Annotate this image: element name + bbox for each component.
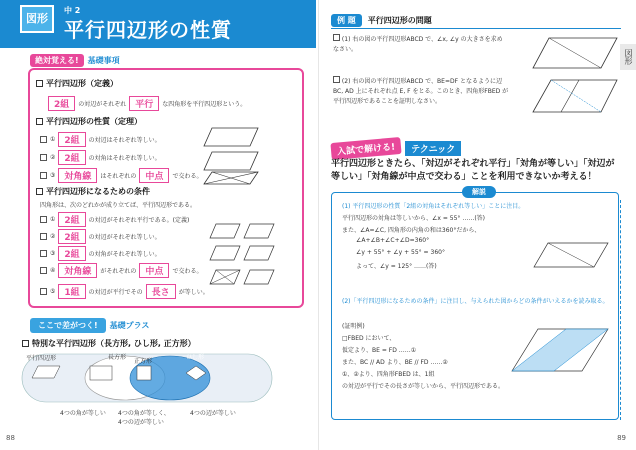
- property-box: 2組: [58, 150, 85, 165]
- condition-text: の対角がそれぞれ等しい。: [88, 251, 161, 258]
- caption-rectangle: 4つの角が等しい: [60, 410, 106, 417]
- page-title: 平行四辺形の性質: [64, 18, 232, 42]
- explanation-line: の対辺が平行でその長さが等しいから、平行四辺形である。: [342, 383, 505, 390]
- explanation-2-figure: [508, 325, 612, 377]
- page-number-right: 89: [617, 434, 626, 442]
- conditions-heading: 平行四辺形になるための条件: [36, 186, 150, 197]
- definition-text1: の対辺がそれぞれ: [78, 101, 127, 108]
- property-text: の対辺はそれぞれ等しい。: [88, 137, 161, 144]
- venn-label-rhombus: ひし形: [186, 354, 205, 361]
- property-box: 2組: [58, 132, 85, 147]
- condition-box: 対角線: [58, 263, 97, 278]
- section-tab-right[interactable]: 図形: [620, 44, 636, 70]
- example-title: 平行四辺形の問題: [367, 16, 432, 25]
- checkbox-icon[interactable]: [40, 172, 47, 179]
- basics-box: [28, 68, 304, 308]
- explanation-line: また、∠A=∠C, 四角形の内角の和は360°だから、: [342, 227, 481, 234]
- problem-2-text: 右の図の平行四辺形ABCD で、BE=DF となるように辺 BC, AD 上にそれぞれ点 E, F をとる。このとき、四角形FBED が平行四辺形であることを証明しなさい。: [333, 78, 509, 105]
- explanation-line: ①、②より、四角形FBED は、1組: [342, 371, 435, 378]
- caption-square: 4つの角が等しく、: [118, 410, 170, 417]
- problem-2-figure: [531, 76, 621, 118]
- chapter-label: 中 2: [64, 6, 81, 15]
- technique-badge: 入試で解ける!: [330, 137, 401, 160]
- left-page: [0, 0, 316, 450]
- checkbox-icon[interactable]: [40, 136, 47, 143]
- venn-label-parallelogram: 平行四辺形: [26, 355, 57, 362]
- property-row-3: ③ 対角線 はそれぞれの 中点 で交わる。: [40, 168, 202, 183]
- checkbox-icon[interactable]: [36, 80, 43, 87]
- explanation-1-figure: [532, 239, 612, 273]
- definition-text2: な四角形を平行四辺形という。: [162, 101, 247, 108]
- definition-box2: 平行: [129, 96, 159, 111]
- property-text: はそれぞれの: [100, 173, 137, 180]
- problem-2: (2) 右の図の平行四辺形ABCD で、BE=DF となるように辺 BC, AD 上にそれぞれ点 E, F をとる。このとき、四角形FBED が平行四辺形であることを証明しなさい。: [333, 78, 509, 105]
- explanation-line: ∠A+∠B+∠C+∠D=360°: [356, 237, 430, 244]
- property-box2: 中点: [139, 168, 169, 183]
- condition-box2: 中点: [139, 263, 169, 278]
- venn-label-rectangle: 長方形: [108, 354, 127, 361]
- checkbox-icon[interactable]: [333, 76, 340, 83]
- property-text: の対角はそれぞれ等しい。: [88, 155, 161, 162]
- example-badge: 例 題: [331, 14, 362, 27]
- conditions-intro: 四角形は、次のどれかが成り立てば、平行四辺形である。: [40, 202, 197, 209]
- explanation-line: よって、∠y = 125° ……(答): [356, 263, 437, 270]
- example-header: [331, 14, 432, 27]
- plus-label: 基礎プラス: [109, 321, 150, 330]
- condition-text: の対辺がそれぞれ等しい。: [88, 234, 161, 241]
- property-box: 対角線: [58, 168, 97, 183]
- condition-box: 2組: [58, 246, 85, 261]
- definition-row: [48, 96, 246, 111]
- special-heading: 特別な平行四辺形（長方形, ひし形, 正方形）: [22, 338, 196, 349]
- condition-row-4: ④ 対角線 がそれぞれの 中点 で交わる。: [40, 263, 202, 278]
- checkbox-icon[interactable]: [36, 188, 43, 195]
- condition-box: 2組: [58, 212, 85, 227]
- venn-label-square: 正方形: [134, 358, 153, 365]
- explanation-line: また、BC // AD より、BE // FD ……②: [342, 359, 448, 366]
- explanation-line: (2)「平行四辺形になるための条件」に注目し、与えられた図からどの条件がいえるかを読み取る。: [342, 298, 609, 305]
- technique-header: [331, 140, 461, 157]
- checkbox-icon[interactable]: [40, 154, 47, 161]
- condition-text2: で交わる。: [172, 268, 203, 275]
- technique-title: テクニック: [405, 141, 461, 156]
- explanation-box: [331, 188, 619, 420]
- condition-row-5: ⑤ 1組 の対辺が平行でその 長さ が等しい。: [40, 284, 209, 299]
- condition-diagrams: [206, 220, 276, 290]
- checkbox-icon[interactable]: [40, 288, 47, 295]
- problem-1-figure: [531, 34, 621, 74]
- condition-row-2: ② 2組 の対辺がそれぞれ等しい。: [40, 229, 161, 244]
- technique-text: 平行四辺形ときたら、「対辺がそれぞれ平行」「対角が等しい」「対辺が等しい」「対角線が中点で交わる」ことを利用できないか考える！: [331, 159, 615, 182]
- chapter-header-bar: [0, 0, 316, 48]
- definition-heading: 平行四辺形（定義）: [36, 78, 118, 89]
- explanation-line: ∠y + 55° + ∠y + 55° = 360°: [356, 249, 445, 256]
- condition-text2: が等しい。: [178, 289, 209, 296]
- basics-header: [30, 54, 120, 67]
- condition-row-3: ③ 2組 の対角がそれぞれ等しい。: [40, 246, 161, 261]
- property-text2: で交わる。: [172, 173, 203, 180]
- condition-row-1: ① 2組 の対辺がそれぞれ平行である。(定義): [40, 212, 189, 227]
- checkbox-icon[interactable]: [333, 34, 340, 41]
- checkbox-icon[interactable]: [40, 267, 47, 274]
- example-rule: [331, 28, 621, 29]
- condition-text: の対辺がそれぞれ平行である。(定義): [88, 217, 190, 224]
- checkbox-icon[interactable]: [40, 216, 47, 223]
- properties-heading: 平行四辺形の性質（定理）: [36, 116, 142, 127]
- condition-text: の対辺が平行でその: [88, 289, 143, 296]
- right-page: [318, 0, 636, 450]
- explanation-line: (1) 平行四辺形の性質「2組の対角はそれぞれ等しい」ことに注目。: [342, 203, 525, 210]
- problem-1-text: 右の図の平行四辺形ABCD で、∠x, ∠y の大きさを求めなさい。: [333, 36, 503, 53]
- property-row-1: ① 2組 の対辺はそれぞれ等しい。: [40, 132, 161, 147]
- explanation-line: 平行四辺形の対角は等しいから、∠x = 55° ……(答): [342, 215, 485, 222]
- parallelogram-diagrams: [202, 124, 272, 186]
- definition-box1: 2組: [48, 96, 75, 111]
- caption-square-2: 4つの辺が等しい: [118, 419, 164, 426]
- condition-box: 2組: [58, 229, 85, 244]
- basics-label: 基礎事項: [87, 56, 120, 65]
- side-tip-strip: [620, 200, 634, 420]
- checkbox-icon[interactable]: [36, 118, 43, 125]
- caption-rhombus: 4つの辺が等しい: [190, 410, 236, 417]
- checkbox-icon[interactable]: [40, 233, 47, 240]
- page-number-left: 88: [6, 434, 15, 442]
- section-tab[interactable]: 図形: [20, 5, 54, 33]
- problem-1: (1) 右の図の平行四辺形ABCD で、∠x, ∠y の大きさを求めなさい。: [333, 36, 503, 53]
- plus-header: [30, 318, 149, 333]
- property-row-2: ② 2組 の対角はそれぞれ等しい。: [40, 150, 161, 165]
- plus-badge: ここで差がつく!: [30, 318, 106, 333]
- explanation-line: 仮定より、BE = FD ……①: [342, 347, 417, 354]
- condition-box2: 長さ: [146, 284, 176, 299]
- explanation-line: □FBED において、: [342, 335, 396, 342]
- condition-box: 1組: [58, 284, 85, 299]
- basics-badge: 絶対覚える!: [30, 54, 84, 67]
- explanation-badge: 解説: [462, 186, 496, 198]
- condition-text: がそれぞれの: [100, 268, 137, 275]
- explanation-line: (証明例): [342, 323, 365, 330]
- checkbox-icon[interactable]: [22, 340, 29, 347]
- checkbox-icon[interactable]: [40, 250, 47, 257]
